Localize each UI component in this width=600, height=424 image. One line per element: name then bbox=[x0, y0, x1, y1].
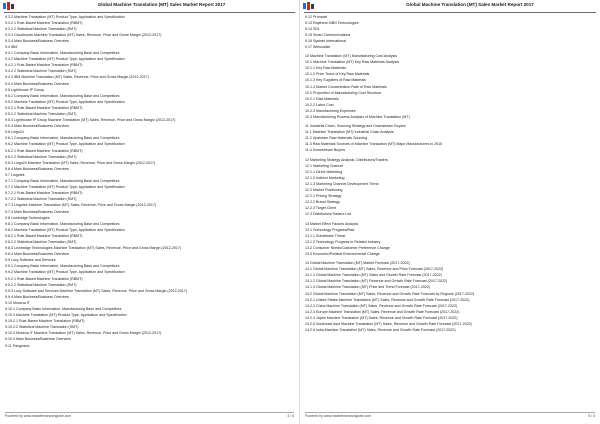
toc-entry: 14.2.2 China Machine Translation (MT) Sales, Revenue and Growth Rate Forecast (2017-2022) bbox=[305, 303, 458, 308]
toc-entry: 12.1.3 Marketing Channel Development Trend bbox=[305, 181, 379, 186]
toc-entry: 9.7.1 Company Basic Information, Manufacturing Base and Competitors bbox=[5, 179, 120, 184]
toc-entry: 10.2 Proportion of Manufacturing Cost Structure bbox=[305, 90, 382, 95]
toc-entry: 9.5.2.2 Statistical Machine Translation (SMT) bbox=[5, 112, 77, 116]
toc-entry: 9.6.2.1 Rule-Based Machine Translation (RBMT) bbox=[5, 148, 83, 153]
toc-entry: 14.1.1 Global Machine Translation (MT) Sales and Growth Rate Forecast (2017-2022) bbox=[305, 273, 442, 278]
toc-entry: 13.3 Economic/Political Environmental Change bbox=[305, 251, 380, 256]
report-title: Global Machine Translation (MT) Sales Market Report 2017 bbox=[97, 2, 226, 7]
toc-entry: 9.3.4 Main Business/Business Overview bbox=[5, 38, 69, 43]
toc-entry: 12.2 Market Positioning bbox=[305, 188, 343, 193]
toc-entry: 9.10.3 Moravia IT Machine Translation (MT) Sales, Revenue, Price and Gross Margin (2012-2017) bbox=[5, 331, 162, 336]
toc-entry: 13.1 Technology Progress/Risk bbox=[305, 227, 355, 232]
toc-entry: 9.9.1 Company Basic Information, Manufacturing Base and Competitors bbox=[5, 264, 120, 269]
toc-entry: 10.1.1 Key Raw Materials bbox=[305, 66, 346, 71]
toc-entry: 9.7.3 Lingotek Machine Translation (MT) Sales, Revenue, Price and Gross Margin (2012-2017) bbox=[5, 203, 157, 208]
toc-entry: 9.6.4 Main Business/Business Overview bbox=[5, 166, 69, 171]
toc-entry: 9.8.4 Main Business/Business Overview bbox=[5, 252, 69, 257]
toc-entry: 14.1 Global Machine Translation (MT) Sales, Revenue and Price Forecast (2017-2022) bbox=[305, 267, 444, 272]
toc-entry: 13 Market Effect Factors Analysis bbox=[305, 221, 359, 226]
toc-entry: 9.6.1 Company Basic Information, Manufacturing Base and Competitors bbox=[5, 136, 120, 141]
toc-entry: 9.5.4 Main Business/Business Overview bbox=[5, 124, 69, 129]
report-title: Global Machine Translation (MT) Sales Market Report 2017 bbox=[406, 2, 534, 7]
toc-entry: 9.5.2 Machine Translation (MT) Product Type, Application and Specification bbox=[5, 99, 125, 104]
toc-entry: 9.6 Lingo24 bbox=[5, 130, 24, 135]
footer-rule bbox=[305, 412, 595, 413]
toc-entry: 9.9.2.1 Rule-Based Machine Translation (RBMT) bbox=[5, 276, 83, 281]
toc-entry: 9.5.1 Company Basic Information, Manufacturing Base and Competitors bbox=[5, 93, 120, 98]
toc-entry: 9.8.3 Lionbridge Technologies Machine Translation (MT) Sales, Revenue, Price and Gross Margin (2012-2017) bbox=[5, 246, 182, 251]
toc-entry: 11.1 Machine Translation (MT) Industrial Chain Analysis bbox=[305, 130, 394, 135]
header-rule bbox=[304, 12, 596, 13]
toc-entry: 9.6.3 Lingo24 Machine Translation (MT) Sales, Revenue, Price and Gross Margin (2012-2017) bbox=[5, 160, 156, 165]
toc-entry: 9.7.2 Machine Translation (MT) Product Type, Application and Specification bbox=[5, 185, 125, 190]
toc-entry: 9.6.2.2 Statistical Machine Translation (SMT) bbox=[5, 154, 77, 159]
toc-entry: 10.1.2 Price Trend of Key Raw Materials bbox=[305, 72, 370, 77]
toc-entry: 9.3.2 Machine Translation (MT) Product Type, Application and Specification bbox=[5, 14, 125, 19]
toc-entry: 9.4.2 Machine Translation (MT) Product Type, Application and Specification bbox=[5, 57, 125, 62]
toc-entry: 9.8.2.2 Statistical Machine Translation (SMT) bbox=[5, 239, 77, 244]
toc-entry: 9.3.2.2 Statistical Machine Translation (SMT) bbox=[5, 26, 77, 31]
toc-entry: 13.1.1 Substitutes Threat bbox=[305, 233, 346, 238]
toc-entry: 14 Global Machine Translation (MT) Market Forecast (2017-2022) bbox=[305, 261, 410, 266]
publisher-logo-icon bbox=[3, 2, 15, 10]
toc-entry: 9.7.2.2 Statistical Machine Translation (SMT) bbox=[5, 197, 77, 202]
toc-entry: 10.2.2 Labor Cost bbox=[305, 102, 334, 107]
footer-rule bbox=[5, 412, 294, 413]
toc-entry: 9.5.2.1 Rule-Based Machine Translation (RBMT) bbox=[5, 105, 83, 110]
toc-entry: 9.8 Lionbridge Technologies bbox=[5, 215, 50, 220]
page-header bbox=[0, 2, 299, 11]
toc-entry: 9.4.3 IBM Machine Translation (MT) Sales, Revenue, Price and Gross Margin (2012-2017) bbox=[5, 75, 149, 80]
toc-entry: 14.2 Global Machine Translation (MT) Sales, Revenue and Growth Rate Forecast by Regions (2017-2022) bbox=[305, 291, 475, 296]
toc-entry: 11.2 Upstream Raw Materials Sourcing bbox=[305, 136, 368, 141]
page-number: 5 / 6 bbox=[588, 414, 595, 418]
toc-entry: 12.2.1 Pricing Strategy bbox=[305, 194, 342, 199]
toc-entry: 9.8.2.1 Rule-Based Machine Translation (RBMT) bbox=[5, 233, 83, 238]
toc-entry: 10.2.3 Manufacturing Expenses bbox=[305, 108, 356, 113]
toc-entry: 9.15 Smart Communications bbox=[305, 32, 351, 37]
toc-entry: 9.5 Lighthouse IP Group bbox=[5, 87, 44, 92]
toc-entry: 9.9.2 Machine Translation (MT) Product Type, Application and Specification bbox=[5, 270, 125, 275]
toc-entry: 14.2.3 Europe Machine Translation (MT) Sales, Revenue and Growth Rate Forecast (2017-2022) bbox=[305, 309, 460, 314]
toc-entry: 9.7.4 Main Business/Business Overview bbox=[5, 209, 69, 214]
toc-entry: 9.9.3 Lucy Software and Services Machine Translation (MT) Sales, Revenue, Price and Gross Margin (2012-2017) bbox=[5, 288, 187, 293]
toc-entry: 9.10.2.1 Rule-Based Machine Translation (RBMT) bbox=[5, 319, 85, 324]
toc-entry: 10.1.4 Market Concentration Rate of Raw Materials bbox=[305, 84, 387, 89]
toc-entry: 10.1 Machine Translation (MT) Key Raw Materials Analysis bbox=[305, 60, 399, 65]
toc-entry: 10.3 Manufacturing Process Analysis of Machine Translation (MT) bbox=[305, 115, 410, 119]
toc-entry: 9.7 Lingotek bbox=[5, 172, 25, 177]
page-number: 4 / 6 bbox=[287, 414, 294, 418]
toc-entry: 14.2.6 India Machine Translation (MT) Sales, Revenue and Growth Rate Forecast (2017-2022) bbox=[305, 328, 456, 333]
toc-entry: 9.9.4 Main Business/Business Overview bbox=[5, 294, 69, 299]
toc-entry: 9.4.1 Company Basic Information, Manufacturing Base and Competitors bbox=[5, 51, 120, 56]
toc-body-left bbox=[5, 14, 295, 412]
toc-entry: 10.2.1 Raw Materials bbox=[305, 96, 339, 101]
toc-entry: 10 Machine Translation (MT) Manufacturing Cost Analysis bbox=[305, 54, 398, 59]
toc-entry: 9.10 Moravia IT bbox=[5, 300, 30, 305]
toc-entry: 9.6.2 Machine Translation (MT) Product Type, Application and Specification bbox=[5, 142, 125, 147]
toc-entry: 11 Industrial Chain, Sourcing Strategy and Downstream Buyers bbox=[305, 124, 406, 129]
page-footer bbox=[5, 414, 294, 420]
toc-entry: 11.3 Raw Materials Sources of Machine Translation (MT) Major Manufacturers in 2015 bbox=[305, 142, 443, 147]
toc-entry: 9.10.2 Machine Translation (MT) Product Type, Application and Specification bbox=[5, 313, 127, 318]
toc-entry: 14.1.3 Global Machine Translation (MT) Price and Trend Forecast (2017-2022) bbox=[305, 285, 431, 290]
toc-entry: 9.13 Raytheon BBN Technologies bbox=[305, 20, 359, 25]
toc-entry: 12.1.1 Direct Marketing bbox=[305, 169, 343, 174]
toc-entry: 9.10.2.2 Statistical Machine Translation (SMT) bbox=[5, 325, 79, 330]
header-rule bbox=[4, 12, 295, 13]
toc-entry: 13.2 Consumer Needs/Customer Preference Change bbox=[305, 245, 390, 250]
toc-entry: 10.1.3 Key Suppliers of Raw Materials bbox=[305, 78, 366, 83]
toc-entry: 9.17 Welocalize bbox=[305, 44, 331, 49]
footer-powered-by: Powered by www.marketresearchglobe.com bbox=[5, 414, 72, 418]
page-right bbox=[300, 0, 600, 424]
toc-entry: 9.3.3 Cloudwords Machine Translation (MT) Sales, Revenue, Price and Gross Margin (2012-2017) bbox=[5, 32, 162, 37]
toc-entry: 12.1 Marketing Channel bbox=[305, 163, 344, 168]
toc-entry: 14.1.2 Global Machine Translation (MT) Revenue and Growth Rate Forecast (2017-2022) bbox=[305, 279, 448, 284]
toc-entry: 12.3 Distributors/Traders List bbox=[305, 212, 352, 217]
toc-entry: 9.5.3 Lighthouse IP Group Machine Translation (MT) Sales, Revenue, Price and Gross Margin (2012-2017) bbox=[5, 118, 176, 123]
toc-entry: 9.4 IBM bbox=[5, 44, 18, 49]
toc-entry: 9.11 Pangeanic bbox=[5, 343, 30, 348]
toc-body-right bbox=[305, 14, 596, 412]
toc-entry: 9.4.2.2 Statistical Machine Translation (SMT) bbox=[5, 69, 77, 74]
toc-entry: 9.8.1 Company Basic Information, Manufacturing Base and Competitors bbox=[5, 221, 120, 226]
toc-entry: 9.10.1 Company Basic Information, Manufacturing Base and Competitors bbox=[5, 307, 122, 311]
toc-entry: 9.14 SDL bbox=[305, 26, 320, 31]
footer-powered-by: Powered by www.marketresearchglobe.com bbox=[305, 414, 372, 418]
toc-entry: 9.9.2.2 Statistical Machine Translation (SMT) bbox=[5, 282, 77, 287]
toc-entry: 14.2.4 Japan Machine Translation (MT) Sales, Revenue and Growth Rate Forecast (2017-2022) bbox=[305, 315, 458, 320]
toc-entry: 9.9 Lucy Software and Services bbox=[5, 258, 56, 263]
toc-entry: 12 Marketing Strategy Analysis, Distributors/Traders bbox=[305, 157, 388, 162]
page-footer bbox=[305, 414, 595, 420]
toc-entry: 12.1.2 Indirect Marketing bbox=[305, 175, 345, 180]
toc-entry: 11.4 Downstream Buyers bbox=[305, 148, 346, 153]
toc-entry: 9.3.2.1 Rule-Based Machine Translation (RBMT) bbox=[5, 20, 83, 25]
toc-entry: 12.2.2 Brand Strategy bbox=[305, 200, 340, 205]
toc-entry: 13.1.2 Technology Progress in Related Industry bbox=[305, 239, 381, 244]
toc-entry: 9.10.4 Main Business/Business Overview bbox=[5, 337, 71, 342]
page-header bbox=[300, 2, 600, 11]
toc-entry: 9.7.2.1 Rule-Based Machine Translation (RBMT) bbox=[5, 191, 83, 196]
toc-entry: 9.4.4 Main Business/Business Overview bbox=[5, 81, 69, 86]
toc-entry: 14.2.5 Southeast Asia Machine Translation (MT) Sales, Revenue and Growth Rate Forecast (2017-2022) bbox=[305, 322, 472, 326]
publisher-logo-icon bbox=[303, 2, 315, 10]
toc-entry: 9.4.2.1 Rule-Based Machine Translation (RBMT) bbox=[5, 63, 83, 68]
toc-entry: 12.2.3 Target Client bbox=[305, 206, 337, 211]
toc-entry: 9.16 Systran International bbox=[305, 38, 346, 43]
toc-entry: 9.12 Prompsit bbox=[305, 14, 328, 19]
toc-entry: 9.8.2 Machine Translation (MT) Product Type, Application and Specification bbox=[5, 227, 125, 232]
toc-entry: 14.2.1 United States Machine Translation (MT) Sales, Revenue and Growth Rate Forecast (2017-2022) bbox=[305, 297, 470, 302]
